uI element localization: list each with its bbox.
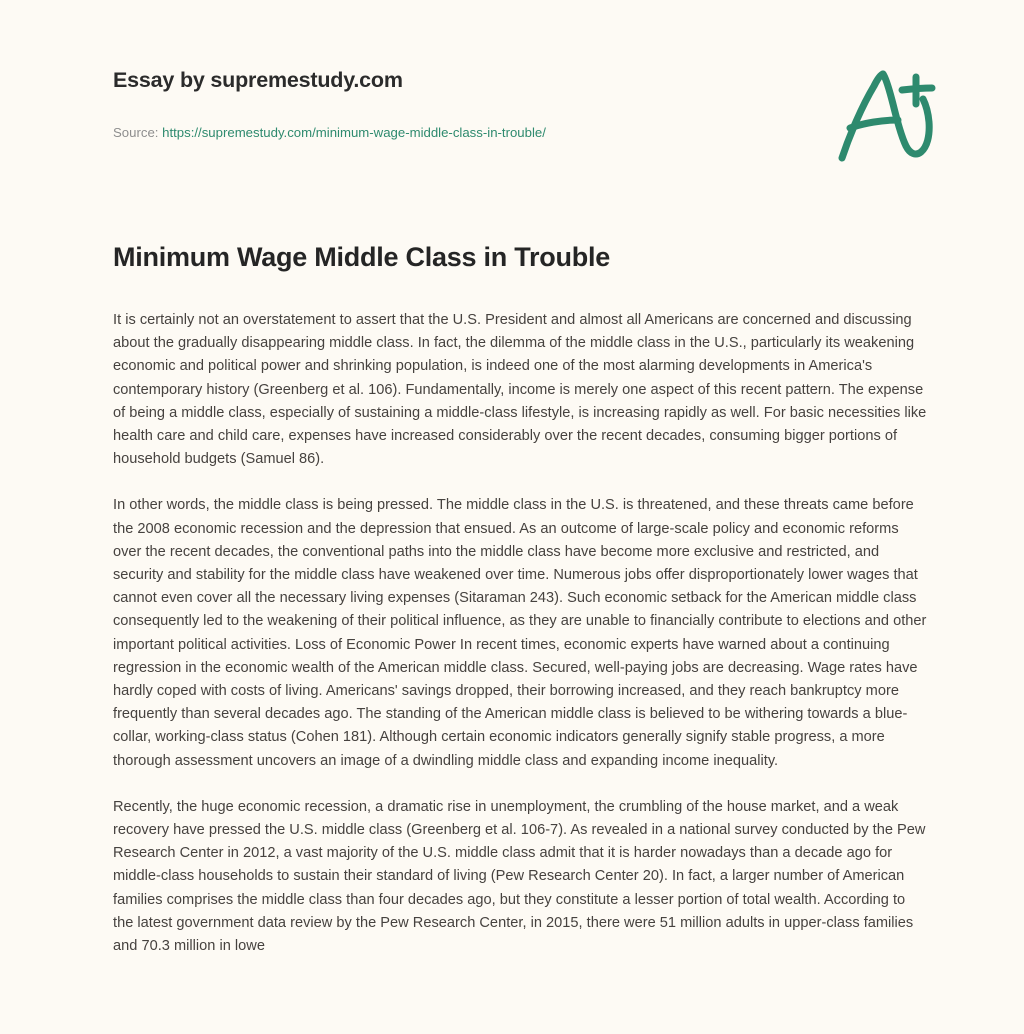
article-paragraph: It is certainly not an overstatement to assert that the U.S. President and almost all Americans are concerned and discussing about the gradually disappearing middle class. In fact, the dilemma of the middle class in the U.S., particularly its weakening economic and political power and shrinking population, is indeed one of the most alarming developments in America's contemporary history (Greenberg et al. 106). Fundamentally, income is merely one aspect of this recent pattern. The expense of being a middle class, especially of sustaining a middle-class lifestyle, is increasing rapidly as well. For basic necessities like health care and child care, expenses have increased considerably over the recent decades, consuming bigger portions of household budgets (Samuel 86). xyxy=(113,312,927,468)
article xyxy=(113,240,927,958)
page-header xyxy=(0,0,1024,200)
essay-byline: Essay by supremestudy.com xyxy=(113,68,403,92)
source-line xyxy=(113,124,546,142)
page-title: Minimum Wage Middle Class in Trouble xyxy=(113,242,611,272)
a-plus-logo-icon xyxy=(828,64,944,168)
source-label: Source: xyxy=(113,125,159,140)
bottom-clip-mask xyxy=(0,1020,1024,1034)
article-paragraph: In other words, the middle class is being pressed. The middle class in the U.S. is threatened, and these threats came before the 2008 economic recession and the depression that ensued. As an outcome of large-scale policy and economic reforms over the recent decades, the conventional paths into the middle class have become more exclusive and restricted, and security and stability for the middle class have weakened over time. Numerous jobs offer disproportionately lower wages that cannot even cover all the necessary living expenses (Sitaraman 243). Such economic setback for the American middle class consequently led to the weakening of their political influence, as they are unable to financially contribute to elections and other important political activities. Loss of Economic Power In recent times, economic experts have warned about a continuing regression in the economic wealth of the American middle class. Secured, well-paying jobs are decreasing. Wage rates have hardly coped with costs of living. Americans' savings dropped, their borrowing increased, and they reach bankruptcy more frequently than several decades ago. The standing of the American middle class is believed to be withering towards a blue-collar, working-class status (Cohen 181). Although certain economic indicators generally signify stable progress, a more thorough assessment uncovers an image of a dwindling middle class and expanding income inequality. xyxy=(113,497,927,769)
source-url-link[interactable]: https://supremestudy.com/minimum-wage-middle-class-in-trouble/ xyxy=(162,125,546,140)
article-body xyxy=(113,309,927,958)
article-paragraph: Recently, the huge economic recession, a dramatic rise in unemployment, the crumbling of the house market, and a weak recovery have pressed the U.S. middle class (Greenberg et al. 106-7). As revealed in a national survey conducted by the Pew Research Center in 2012, a vast majority of the U.S. middle class admit that it is harder nowadays than a decade ago for middle-class households to sustain their standard of living (Pew Research Center 20). In fact, a larger number of American families comprises the middle class than four decades ago, but they constitute a lesser portion of total wealth. According to the latest government data review by the Pew Research Center, in 2015, there were 51 million adults in upper-class families and 70.3 million in lowe xyxy=(113,798,926,955)
